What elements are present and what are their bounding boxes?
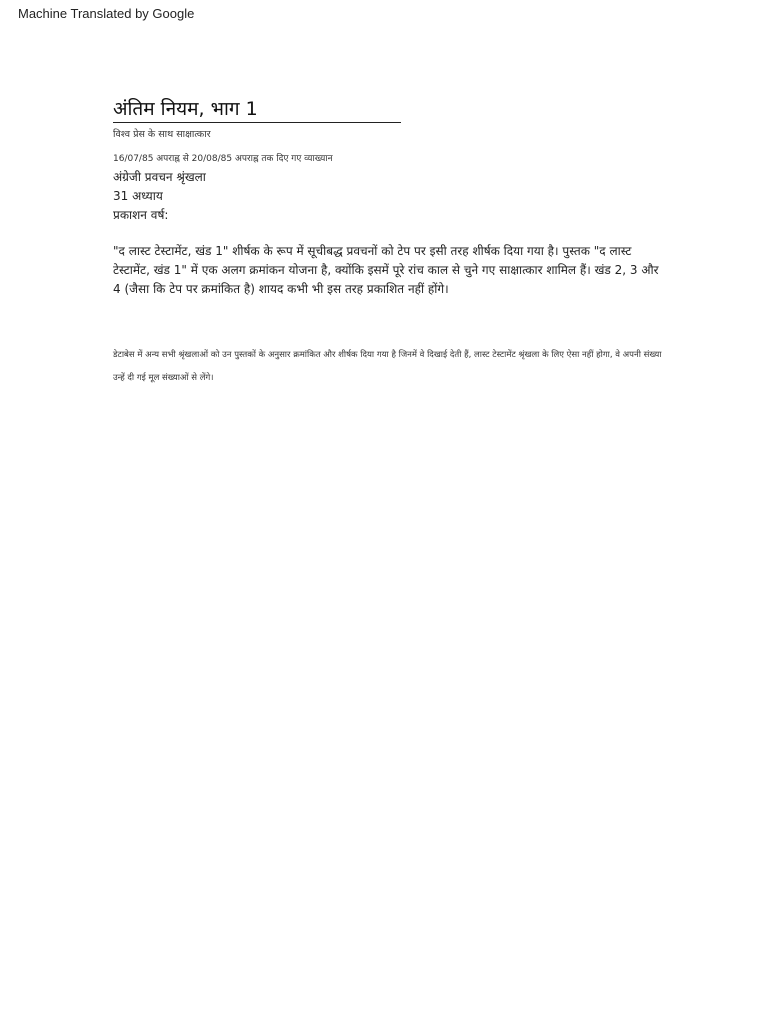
lecture-dates: 16/07/85 अपराह्न से 20/08/85 अपराह्न तक दिए गए व्याख्यान <box>113 154 333 164</box>
document-body <box>113 96 673 390</box>
metadata-block <box>113 168 673 225</box>
series-name: अंग्रेजी प्रवचन श्रृंखला <box>113 170 206 184</box>
chapter-count: 31 अध्याय <box>113 189 163 203</box>
publication-year-label: प्रकाशन वर्ष: <box>113 208 169 222</box>
description-paragraph: "द लास्ट टेस्टामेंट, खंड 1" शीर्षक के रूप में सूचीबद्ध प्रवचनों को टेप पर इसी तरह शीर्षक दिया गया है। पुस्तक "द लास्ट टेस्टामेंट, खंड 1" में एक अलग क्रमांकन योजना है, क्योंकि इसमें पूरे रांच काल से चुने गए साक्षात्कार शामिल हैं। खंड 2, 3 और 4 (जैसा कि टेप पर क्रमांकित है) शायद कभी भी इस तरह प्रकाशित नहीं होंगे। <box>113 244 659 296</box>
document-subtitle: विश्व प्रेस के साथ साक्षात्कार <box>113 129 211 140</box>
database-footnote: डेटाबेस में अन्य सभी श्रृंखलाओं को उन पुस्तकों के अनुसार क्रमांकित और शीर्षक दिया गया है जिनमें वे दिखाई देती हैं, लास्ट टेस्टामेंट श्रृंखला के लिए ऐसा नहीं होगा, वे अपनी संख्या उन्हें दी गई मूल संख्याओं से लेंगे। <box>113 350 662 383</box>
document-title: अंतिम नियम, भाग 1 <box>113 96 401 123</box>
machine-translated-banner: Machine Translated by Google <box>18 6 195 21</box>
